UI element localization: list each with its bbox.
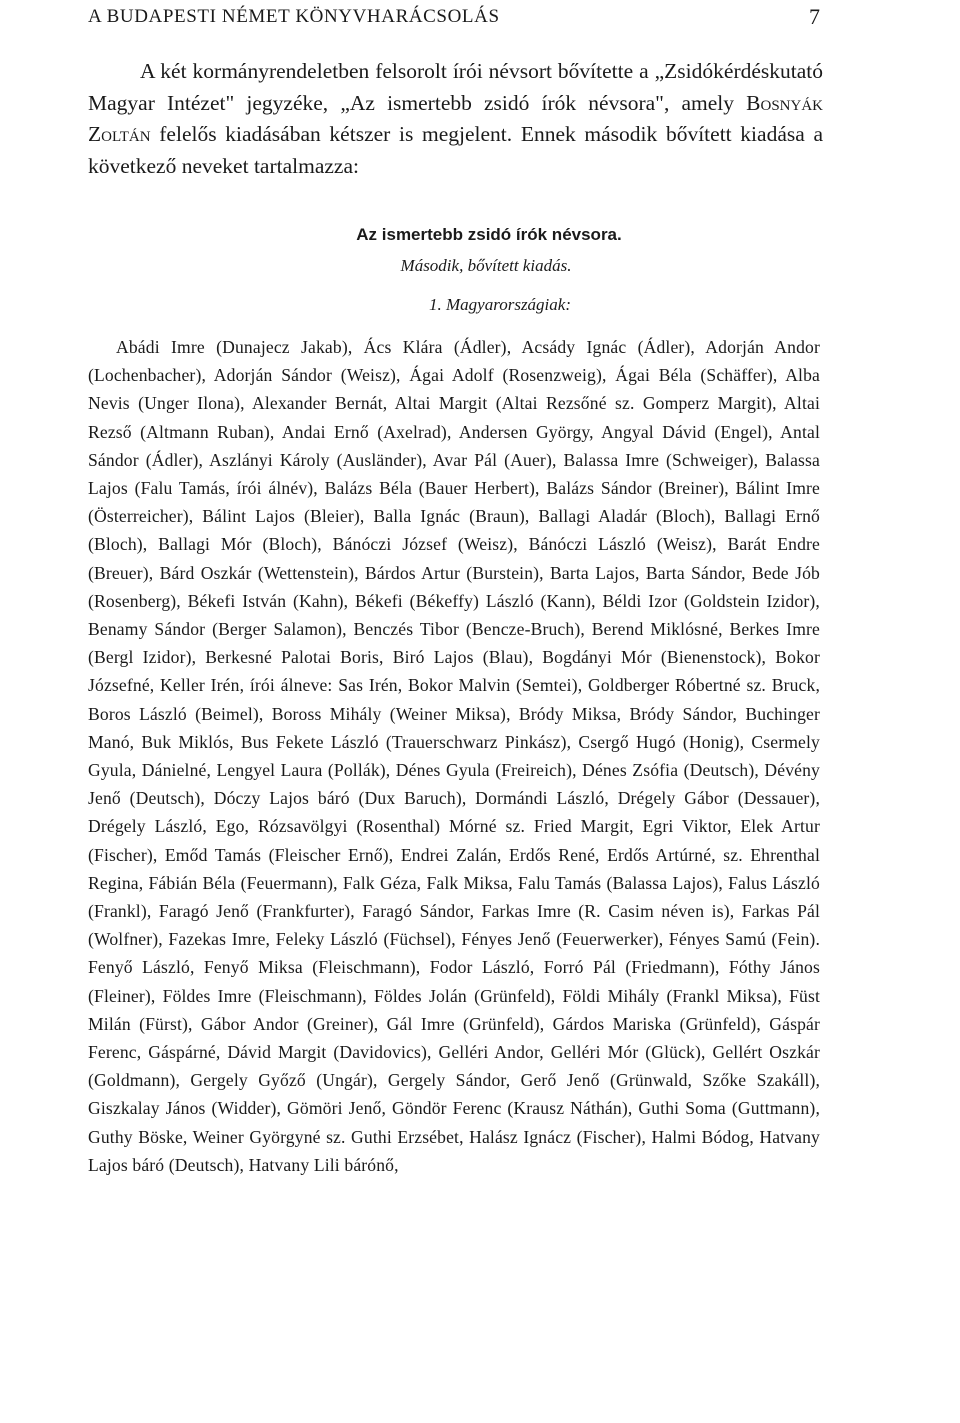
running-head-title: A BUDAPESTI NÉMET KÖNYVHARÁCSOLÁS — [88, 6, 500, 27]
running-head — [88, 2, 820, 32]
intro-text-part-2: felelős kiadásában kétszer is megjelent. Ennek második bővített kiadása a következő neveket tartalmazza: — [88, 122, 823, 178]
author-name: Bosnyák Zoltán — [88, 90, 823, 146]
name-list-text: Abádi Imre (Dunajecz Jakab), Ács Klára (Ádler), Acsády Ignác (Ádler), Adorján Andor (Lochenbacher), Adorján Sándor (Weisz), Ágai Adolf (Rosenzweig), Ágai Béla (Schäffer), Alba Nevis (Unger Ilona), Alexander Bernát, Altai Margit (Altai Rezsőné sz. Gomperz Margit), Altai Rezső (Altmann Ruban), Andai Ernő (Axelrad), Andersen György, Angyal Dávid (Engel), Antal Sándor (Ádler), Aszlányi Károly (Ausländer), Avar Pál (Auer), Balassa Imre (Schweiger), Balassa Lajos (Falu Tamás, írói álnév), Balázs Béla (Bauer Herbert), Balázs Sándor (Breiner), Bálint Imre (Österreicher), Bálint Lajos (Bleier), Balla Ignác (Braun), Ballagi Aladár (Bloch), Ballagi Ernő (Bloch), Ballagi Mór (Bloch), Bánóczi József (Weisz), Bánóczi László (Weisz), Barát Endre (Breuer), Bárd Oszkár (Wettenstein), Bárdos Artur (Burstein), Barta Lajos, Barta Sándor, Bede Jób (Rosenberg), Békefi István (Kahn), Békefi (Békeffy) László (Kann), Béldi Izor (Goldstein Izidor), Benamy Sándor (Berger Salamon), Benczés Tibor (Bencze-Bruch), Berend Miklósné, Berkes Imre (Bergl Izidor), Berkesné Palotai Boris, Biró Lajos (Blau), Bogdányi Mór (Bienenstock), Bokor Józsefné, Keller Irén, írói álneve: Sas Irén, Bokor Malvin (Semtei), Goldberger Róbertné sz. Bruck, Boros László (Beimel), Boross Mihály (Weiner Miksa), Bródy Miksa, Bródy Sándor, Buchinger Manó, Buk Miklós, Bus Fekete László (Trauerschwarz Pinkász), Csergő Hugó (Honig), Csermely Gyula, Dánielné, Lengyel Laura (Pollák), Dénes Gyula (Freireich), Dénes Zsófia (Deutsch), Dévény Jenő (Deutsch), Dóczy Lajos báró (Dux Baruch), Dormándi László, Drégely Gábor (Dessauer), Drégely László, Ego, Rózsavölgyi (Rosenthal) Mórné sz. Fried Margit, Egri Viktor, Elek Artur (Fischer), Emőd Tamás (Fleischer Ernő), Endrei Zalán, Erdős René, Erdős Artúrné, sz. Ehrenthal Regina, Fábián Béla (Feuermann), Falk Géza, Falk Miksa, Falu Tamás (Balassa Lajos), Falus László (Frankl), Faragó Jenő (Frankfurter), Faragó Sándor, Farkas Imre (R. Casim néven is), Farkas Pál (Wolfner), Fazekas Imre, Feleky László (Füchsel), Fényes Jenő (Feuerwerker), Fényes Samú (Fein). Fenyő László, Fenyő Miksa (Fleischmann), Fodor László, Forró Pál (Friedmann), Fóthy János (Fleiner), Földes Imre (Fleischmann), Földes Jolán (Grünfeld), Földi Mihály (Frankl Miksa), Füst Milán (Fürst), Gábor Andor (Greiner), Gál Imre (Grünfeld), Gárdos Mariska (Grünfeld), Gáspár Ferenc, Gáspárné, Dávid Margit (Davidovics), Gelléri Andor, Gelléri Mór (Glück), Gellért Oszkár (Goldmann), Gergely Győző (Ungár), Gergely Sándor, Gerő Jenő (Grünwald, Szőke Szakáll), Giszkalay János (Widder), Gömöri Jenő, Göndör Ferenc (Krausz Náthán), Guthi Soma (Guttmann), Guthy Böske, Weiner Györgyné sz. Guthi Erzsébet, Halász Ignácz (Fischer), Halmi Bódog, Hatvany Lajos báró (Deutsch), Hatvany Lili bárónő, — [88, 337, 820, 1175]
list-title: Az ismertebb zsidó írók névsora. — [356, 225, 622, 244]
intro-text — [88, 56, 823, 182]
section-heading: 1. Magyarországiak: — [429, 295, 571, 314]
list-subtitle: Második, bővített kiadás. — [400, 256, 572, 275]
page-number: 7 — [809, 4, 820, 29]
intro-text-part-1: A két kormányrendeletben felsorolt írói névsort bővítette a „Zsidókérdéskutató Magyar Intézet" jegyzéke, „Az ismertebb zsidó írók névsora", amely — [88, 59, 823, 115]
intro-paragraph — [88, 56, 823, 182]
name-list-body — [88, 333, 820, 1179]
